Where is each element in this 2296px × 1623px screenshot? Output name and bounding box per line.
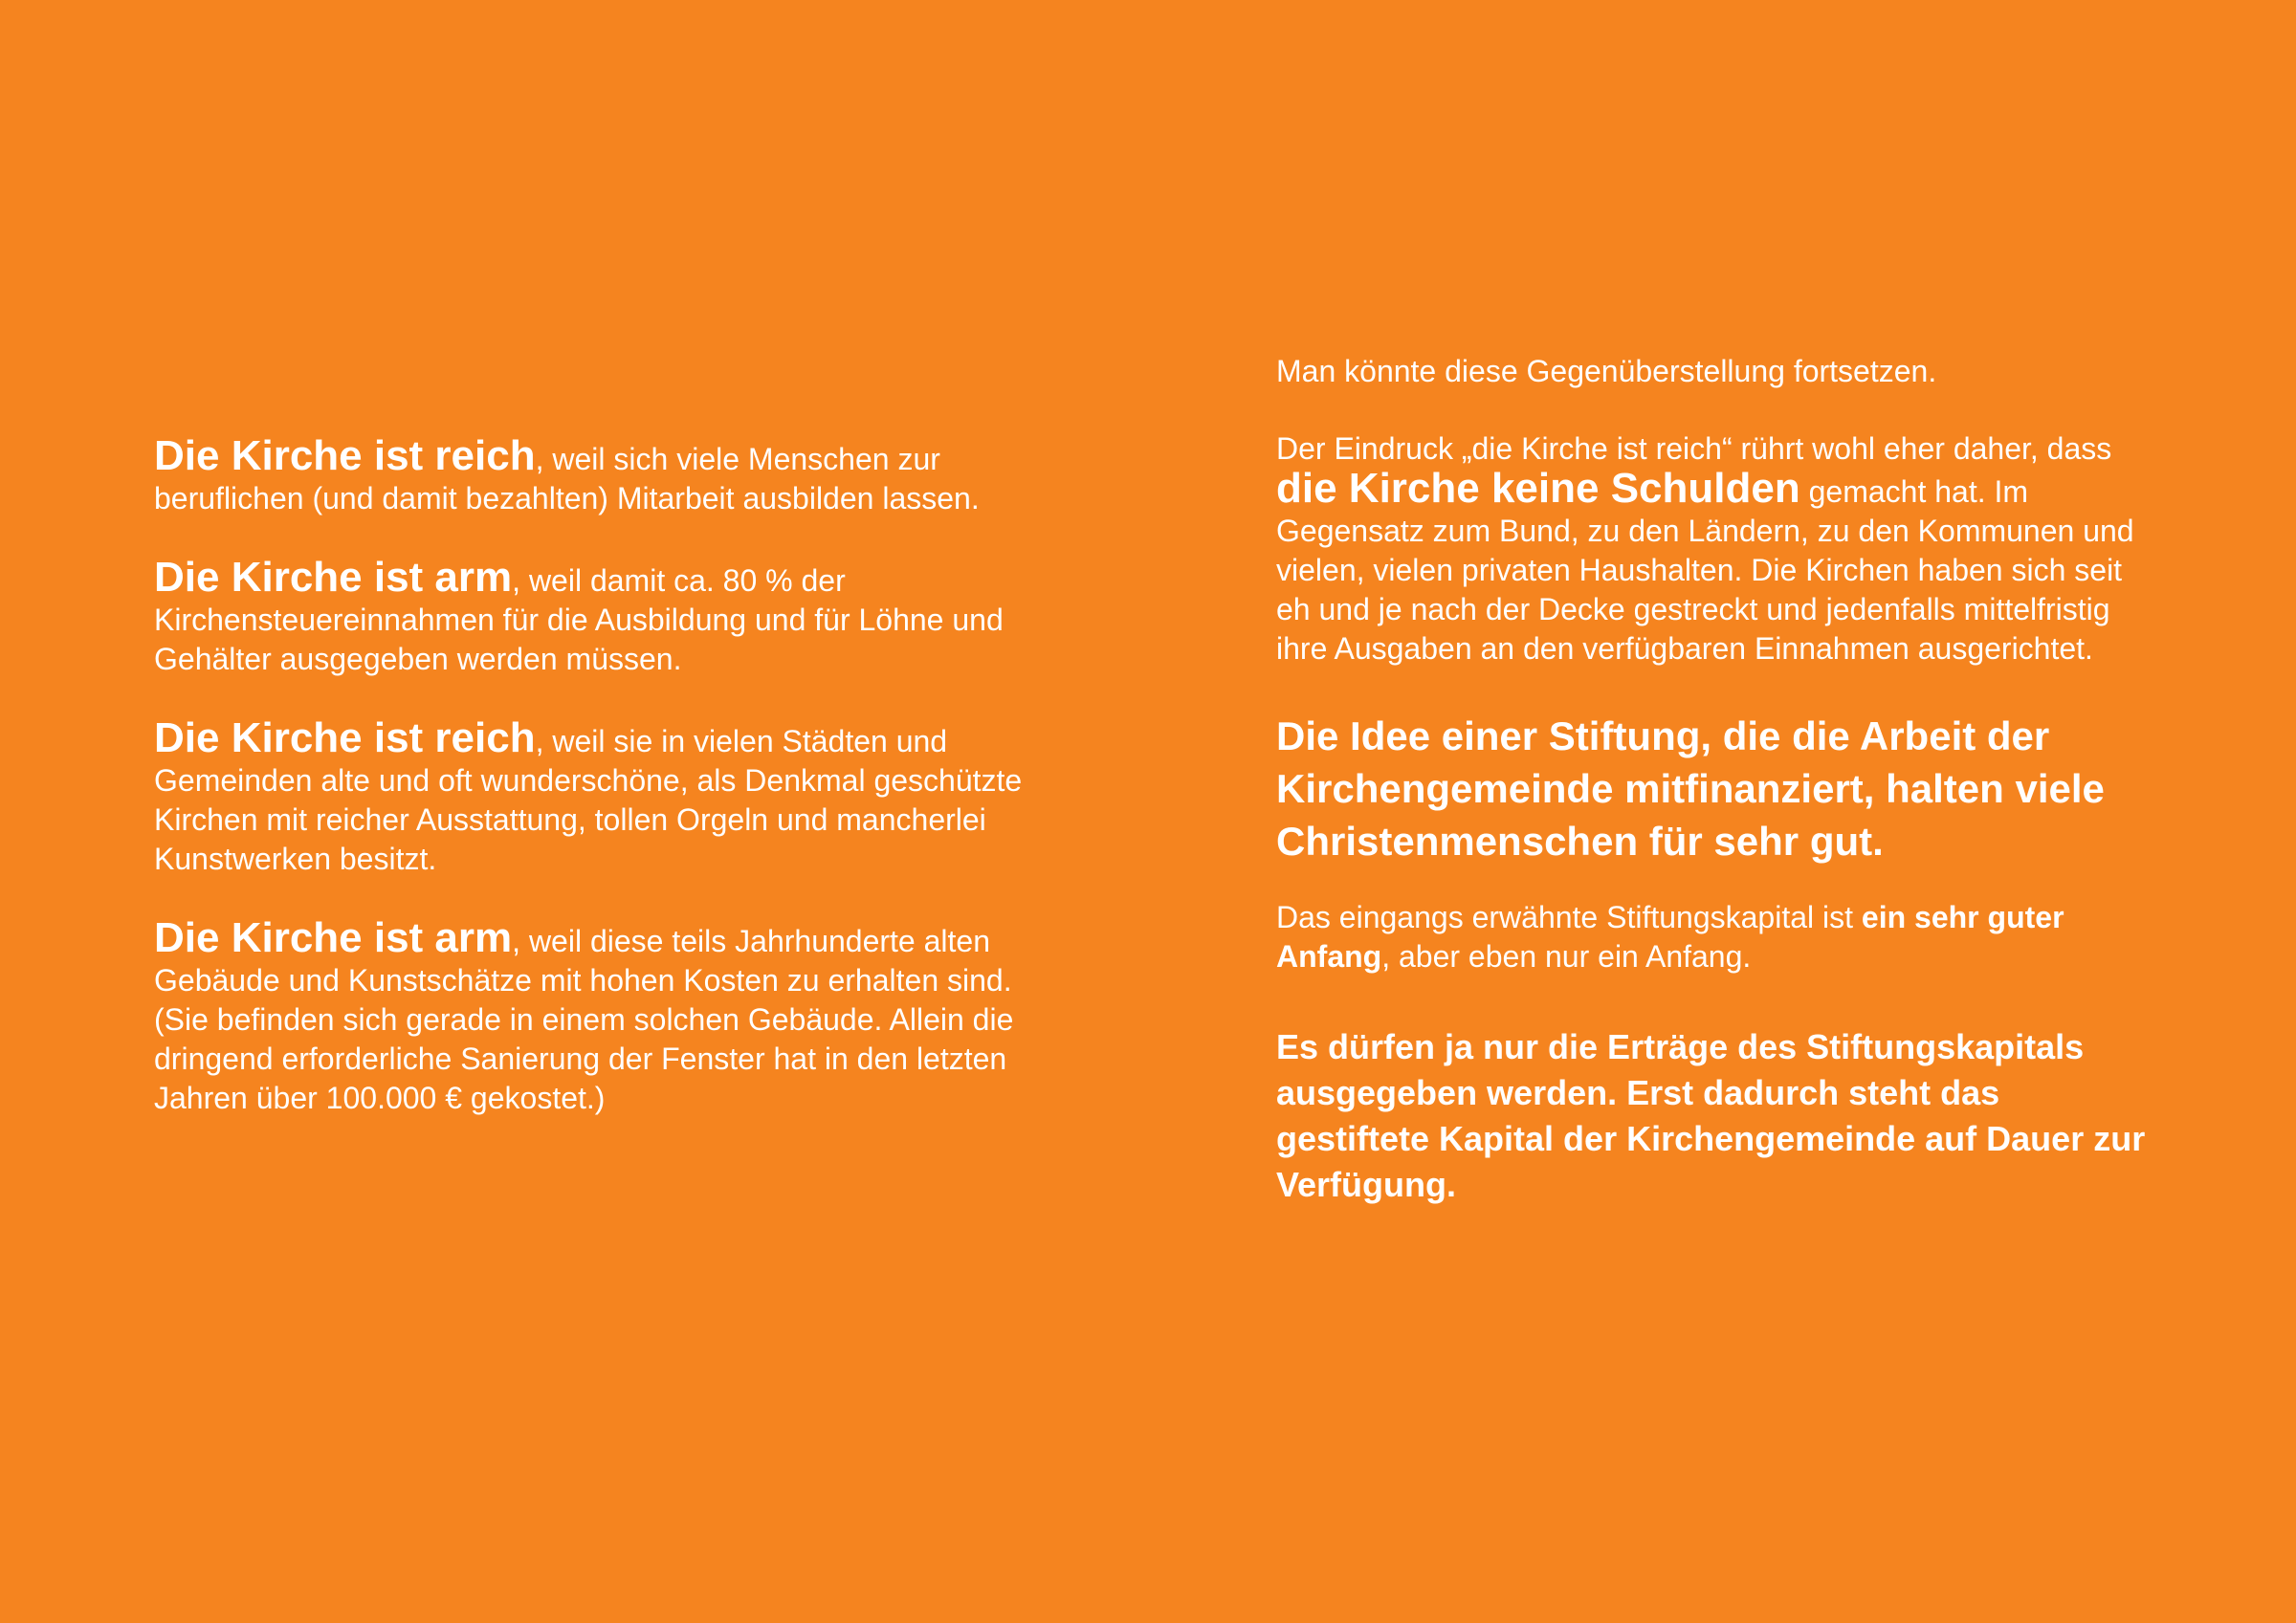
paragraph-church-rich-buildings (154, 714, 1034, 879)
right-column (1276, 352, 2156, 1208)
emphasis-no-debts: die Kirche keine Schulden (1276, 465, 1800, 512)
paragraph-text: Der Eindruck „die Kirche ist reich“ rührt wohl eher daher, dass (1276, 431, 2112, 466)
paragraph-no-debts (1276, 429, 2156, 669)
paragraph-church-rich-training (154, 432, 1034, 518)
paragraph-text: Das eingangs erwähnte Stiftungskapital ist (1276, 900, 1862, 934)
paragraph-text: , weil diese teils Jahrhunderte alten Gebäude und Kunstschätze mit hohen Kosten zu erhalten sind. (Sie befinden sich gerade in einem solchen Gebäude. Allein die dringend erforderliche Sanierung der Fenster hat in den letzten Jahren über 100.000 € gekostet.) (154, 924, 1014, 1115)
paragraph-text: , weil sie in vielen Städten und Gemeinden alte und oft wunderschöne, als Denkmal geschützte Kirchen mit reicher Ausstattung, tollen Orgeln und mancherlei Kunstwerken besitzt. (154, 724, 1023, 876)
lead-statement: Die Kirche ist arm (154, 554, 513, 601)
paragraph-text: , weil damit ca. 80 % der Kirchensteuereinnahmen für die Ausbildung und für Löhne und Gehälter ausgegeben werden müssen. (154, 563, 1004, 676)
lead-statement: Die Kirche ist reich (154, 432, 536, 479)
foundation-idea-heading: Die Idee einer Stiftung, die die Arbeit der Kirchengemeinde mitfinanziert, halten viele Christenmenschen für sehr gut. (1276, 713, 2105, 864)
lead-statement: Die Kirche ist arm (154, 914, 513, 961)
paragraph-church-poor-maintenance (154, 914, 1034, 1118)
paragraph-church-poor-salaries (154, 554, 1034, 679)
paragraph-foundation-capital (1276, 898, 2156, 976)
emphasis-good-start: ein sehr guter Anfang (1276, 900, 2064, 974)
lead-statement: Die Kirche ist reich (154, 714, 536, 761)
intro-text: Man könnte diese Gegenüberstellung fortsetzen. (1276, 354, 1937, 388)
paragraph-text: gemacht hat. Im Gegensatz zum Bund, zu den Ländern, zu den Kommunen und vielen, vielen privaten Haushalten. Die Kirchen haben sich seit eh und je nach der Decke gestreckt und jedenfalls mittelfristig ihre Ausgaben an den verfügbaren Einnahmen ausgerichtet. (1276, 474, 2134, 666)
paragraph-text: , weil sich viele Menschen zur beruflichen (und damit bezahlten) Mitarbeit ausbilden lassen. (154, 442, 980, 515)
paragraph-text: , aber eben nur ein Anfang. (1381, 939, 1752, 974)
closing-statement: Es dürfen ja nur die Erträge des Stiftungskapitals ausgegeben werden. Erst dadurch steht das gestiftete Kapital der Kirchengemeinde auf Dauer zur Verfügung. (1276, 1027, 2146, 1204)
left-column (154, 432, 1034, 1157)
